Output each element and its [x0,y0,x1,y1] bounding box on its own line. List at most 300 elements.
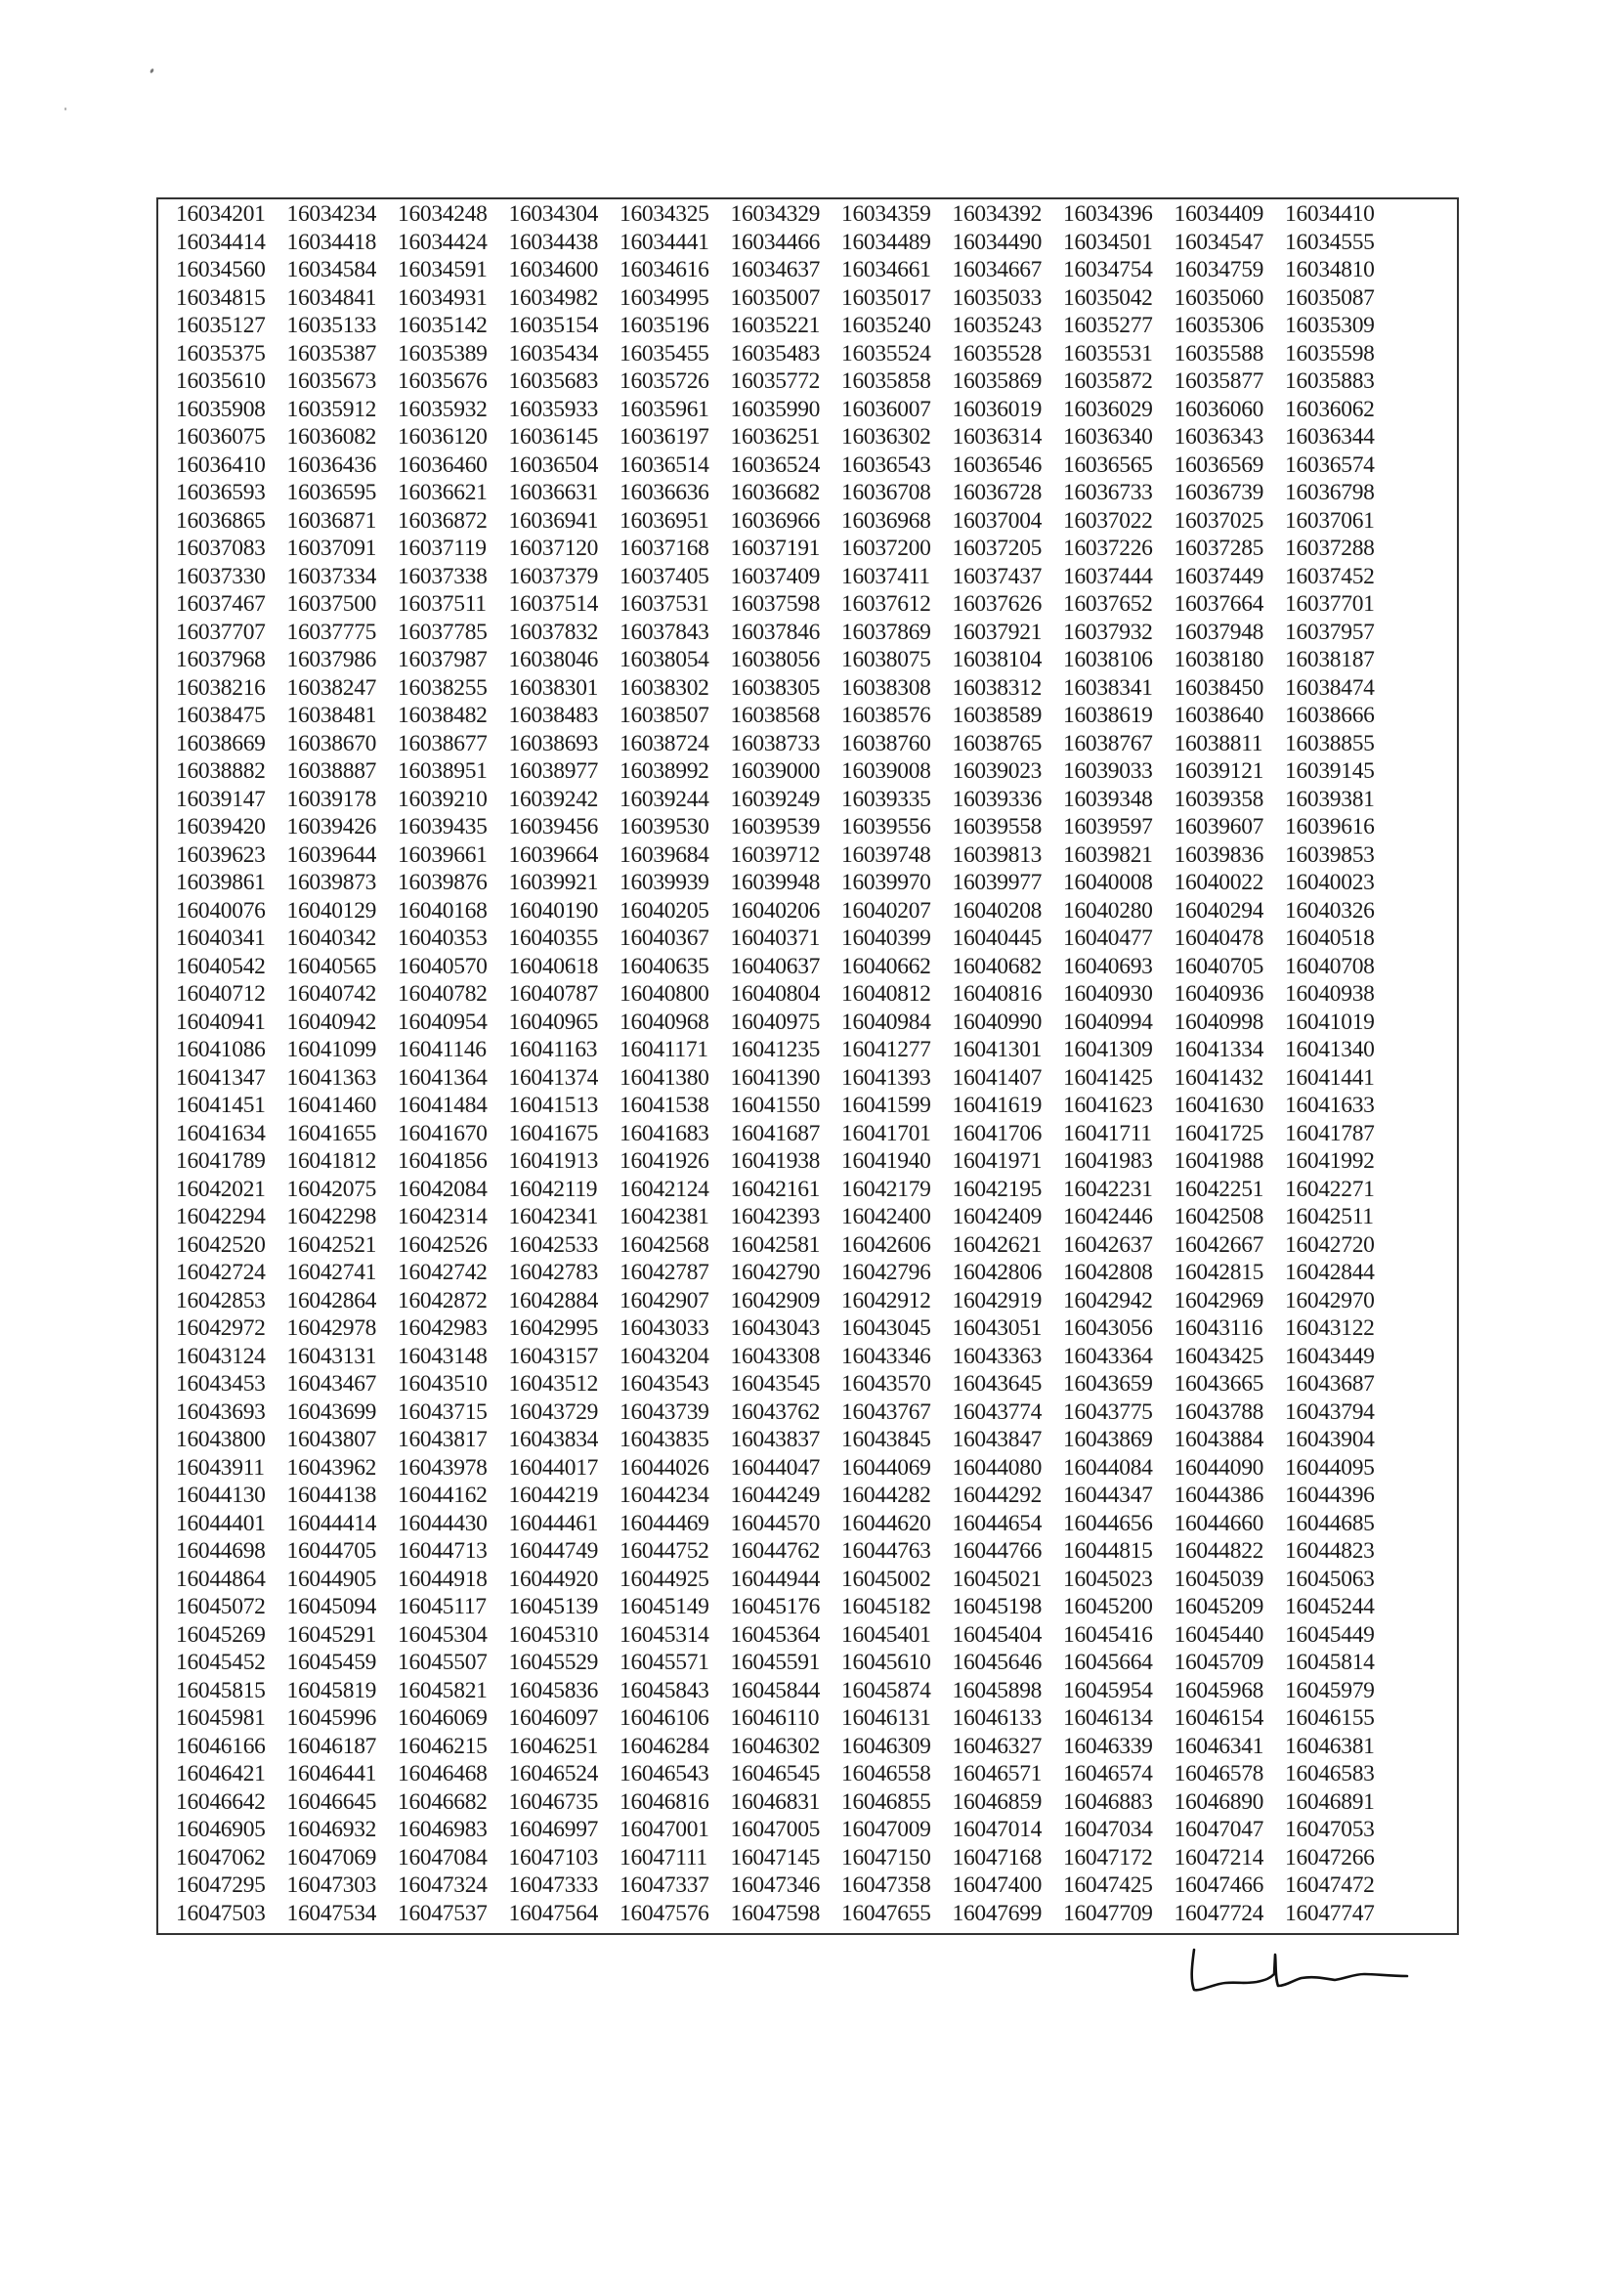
roll-row [176,619,1396,647]
roll-number-cell: 16042720 [1285,1231,1375,1258]
roll-row [176,1092,1396,1120]
roll-number-cell: 16044815 [1063,1538,1153,1564]
roll-number-cell: 16042872 [398,1287,488,1313]
roll-number-cell: 16040478 [1174,925,1264,951]
roll-number-cell: 16044713 [398,1538,488,1564]
roll-number-cell: 16035007 [730,284,821,311]
roll-row [176,452,1396,480]
roll-number-cell: 16038475 [176,703,266,728]
roll-number-cell: 16042521 [286,1231,377,1258]
roll-number-cell: 16046166 [176,1733,266,1759]
roll-number-cell: 16041451 [176,1093,266,1118]
roll-number-cell: 16044685 [1285,1510,1375,1536]
roll-row [176,1593,1396,1621]
roll-number-cell: 16036302 [841,424,931,450]
roll-number-cell: 16042978 [286,1315,377,1341]
roll-number-cell: 16046905 [176,1817,266,1842]
roll-number-cell: 16035673 [286,368,377,394]
roll-number-cell: 16037511 [398,591,487,617]
roll-number-cell: 16040968 [620,1009,709,1035]
roll-number-cell: 16035676 [398,368,488,394]
roll-number-cell: 16034600 [508,257,599,282]
roll-number-cell: 16039977 [952,870,1043,895]
roll-number-cell: 16046341 [1174,1733,1264,1759]
roll-row [176,1120,1396,1148]
roll-number-cell: 16042796 [841,1260,931,1285]
roll-number-cell: 16042667 [1174,1231,1264,1258]
roll-number-cell: 16040371 [730,925,821,951]
roll-number-cell: 16046997 [508,1817,599,1842]
roll-number-cell: 16046327 [952,1733,1043,1759]
roll-number-cell: 16045198 [952,1594,1043,1619]
roll-number-cell: 16047400 [952,1872,1043,1898]
roll-number-cell: 16038054 [620,647,709,672]
roll-number-cell: 16041086 [176,1037,266,1062]
roll-row [176,1510,1396,1538]
roll-row [176,1314,1396,1343]
roll-number-cell: 16043687 [1285,1371,1375,1397]
roll-number-cell: 16038450 [1174,674,1264,701]
roll-number-cell: 16037514 [508,591,599,617]
roll-number-cell: 16038187 [1285,647,1375,672]
roll-number-cell: 16038482 [398,703,488,728]
roll-number-cell: 16040477 [1063,925,1153,951]
roll-number-cell: 16040206 [730,897,821,924]
roll-number-cell: 16040954 [398,1009,488,1035]
roll-number-cell: 16045021 [952,1566,1043,1592]
roll-number-cell: 16036872 [398,507,488,534]
roll-number-cell: 16045314 [620,1621,709,1648]
roll-number-cell: 16042298 [286,1204,377,1229]
roll-number-cell: 16047358 [841,1872,931,1898]
roll-number-cell: 16038255 [398,674,488,701]
roll-number-cell: 16036251 [730,424,821,450]
roll-number-cell: 16045814 [1285,1650,1375,1675]
roll-number-cell: 16035883 [1285,368,1375,394]
roll-number-cell: 16037025 [1174,507,1264,534]
roll-number-cell: 16036197 [620,424,709,450]
roll-number-cell: 16037986 [286,647,377,672]
roll-number-cell: 16036871 [286,507,377,534]
roll-number-cell: 16044654 [952,1510,1043,1536]
roll-number-cell: 16042724 [176,1260,266,1285]
roll-number-cell: 16043512 [508,1371,599,1397]
scan-speck [150,68,154,74]
roll-number-cell: 16039121 [1174,758,1264,784]
roll-number-cell: 16047576 [620,1900,709,1926]
roll-number-cell: 16040023 [1285,870,1375,895]
roll-number-cell: 16035483 [730,340,821,366]
roll-number-cell: 16034667 [952,257,1043,282]
roll-number-cell: 16038992 [620,758,709,784]
roll-number-cell: 16036682 [730,480,821,505]
roll-number-cell: 16041687 [730,1120,821,1146]
roll-number-cell: 16042983 [398,1315,488,1341]
roll-number-cell: 16041619 [952,1093,1043,1118]
roll-number-cell: 16042972 [176,1315,266,1341]
roll-number-cell: 16041630 [1174,1093,1264,1118]
roll-number-cell: 16045182 [841,1594,931,1619]
roll-number-cell: 16041701 [841,1120,931,1146]
roll-number-cell: 16045149 [620,1594,709,1619]
roll-number-cell: 16042526 [398,1231,488,1258]
roll-number-cell: 16044414 [286,1510,377,1536]
roll-number-cell: 16045981 [176,1705,266,1731]
roll-number-cell: 16044130 [176,1483,266,1508]
roll-number-cell: 16041425 [1063,1064,1153,1091]
roll-number-cell: 16047503 [176,1900,266,1926]
roll-row [176,813,1396,841]
roll-number-cell: 16035375 [176,340,266,366]
roll-number-cell: 16042844 [1285,1260,1375,1285]
roll-number-cell: 16037948 [1174,619,1264,645]
roll-number-cell: 16041460 [286,1093,377,1118]
roll-number-cell: 16040445 [952,925,1043,951]
roll-row [176,1844,1396,1872]
roll-number-cell: 16043364 [1063,1343,1153,1369]
roll-number-cell: 16037205 [952,536,1043,561]
roll-number-cell: 16042393 [730,1204,821,1229]
roll-number-cell: 16047047 [1174,1817,1264,1842]
roll-number-cell: 16044469 [620,1510,709,1536]
roll-number-cell: 16037707 [176,619,266,645]
roll-number-cell: 16041432 [1174,1064,1264,1091]
roll-number-cell: 16046131 [841,1705,931,1731]
roll-number-cell: 16044766 [952,1538,1043,1564]
roll-number-cell: 16046574 [1063,1761,1153,1786]
roll-number-cell: 16038855 [1285,730,1375,756]
roll-number-cell: 16041484 [398,1093,488,1118]
roll-number-cell: 16039381 [1285,786,1375,812]
roll-number-cell: 16047466 [1174,1872,1264,1898]
roll-number-cell: 16046682 [398,1788,488,1815]
roll-number-cell: 16045291 [286,1621,377,1648]
roll-number-cell: 16039939 [620,870,709,895]
roll-number-cell: 16036951 [620,507,709,534]
roll-number-cell: 16037846 [730,619,821,645]
roll-number-cell: 16043204 [620,1343,709,1369]
roll-number-cell: 16043659 [1063,1371,1153,1397]
roll-number-cell: 16037444 [1063,563,1153,589]
roll-number-cell: 16047699 [952,1900,1043,1926]
roll-number-cell: 16036120 [398,424,488,450]
roll-number-cell: 16045200 [1063,1594,1153,1619]
roll-number-cell: 16036344 [1285,424,1375,450]
roll-number-cell: 16044090 [1174,1454,1264,1481]
roll-number-cell: 16040816 [952,981,1043,1007]
roll-number-cell: 16034414 [176,229,266,255]
roll-number-cell: 16046735 [508,1788,599,1815]
roll-number-cell: 16045591 [730,1650,821,1675]
roll-number-cell: 16046187 [286,1733,377,1759]
roll-number-cell: 16034234 [286,201,377,227]
roll-number-cell: 16036968 [841,507,931,534]
roll-number-cell: 16034396 [1063,201,1153,227]
roll-number-cell: 16041634 [176,1120,266,1146]
roll-number-cell: 16043645 [952,1371,1043,1397]
roll-number-cell: 16036565 [1063,452,1153,478]
roll-number-cell: 16036514 [620,452,709,478]
roll-number-cell: 16040930 [1063,981,1153,1007]
roll-row [176,1454,1396,1483]
roll-number-cell: 16040712 [176,981,266,1007]
roll-row [176,1733,1396,1761]
roll-number-cell: 16034560 [176,257,266,282]
roll-number-cell: 16043467 [286,1371,377,1397]
roll-number-cell: 16034759 [1174,257,1264,282]
roll-number-cell: 16042815 [1174,1260,1264,1285]
roll-number-cell: 16042942 [1063,1287,1153,1313]
roll-number-cell: 16046215 [398,1733,488,1759]
roll-number-cell: 16040942 [286,1009,377,1035]
roll-number-cell: 16045843 [620,1677,709,1703]
roll-number-cell: 16034490 [952,229,1043,255]
roll-number-cell: 16042853 [176,1287,266,1313]
roll-row [176,396,1396,424]
roll-number-cell: 16047034 [1063,1817,1153,1842]
roll-row [176,1231,1396,1260]
roll-number-cell: 16045968 [1174,1677,1264,1703]
roll-number-cell: 16034304 [508,201,599,227]
roll-number-cell: 16042741 [286,1260,377,1285]
roll-number-cell: 16035726 [620,368,709,394]
roll-number-cell: 16046645 [286,1788,377,1815]
roll-number-cell: 16039539 [730,814,821,839]
roll-number-cell: 16034637 [730,257,821,282]
roll-number-cell: 16042783 [508,1260,599,1285]
roll-number-cell: 16039873 [286,870,377,895]
roll-number-cell: 16038302 [620,674,709,701]
roll-number-cell: 16034815 [176,284,266,311]
roll-number-cell: 16044430 [398,1510,488,1536]
roll-number-cell: 16034982 [508,284,599,311]
roll-number-cell: 16039335 [841,786,931,812]
roll-number-cell: 16035932 [398,396,488,422]
roll-number-cell: 16044925 [620,1566,709,1592]
roll-number-cell: 16047655 [841,1900,931,1926]
roll-row [176,1036,1396,1064]
roll-row [176,953,1396,981]
roll-number-cell: 16039145 [1285,758,1375,784]
roll-number-cell: 16045401 [841,1621,931,1648]
roll-number-cell: 16046468 [398,1761,488,1786]
roll-number-cell: 16034661 [841,257,931,282]
roll-row [176,1176,1396,1204]
roll-number-cell: 16041380 [620,1064,709,1091]
roll-number-cell: 16045529 [508,1650,599,1675]
roll-number-cell: 16043834 [508,1427,599,1452]
roll-number-cell: 16047053 [1285,1817,1375,1842]
roll-number-cell: 16044282 [841,1483,931,1508]
roll-number-cell: 16042787 [620,1260,709,1285]
roll-number-cell: 16041988 [1174,1148,1264,1174]
roll-number-cell: 16041913 [508,1148,599,1174]
roll-number-cell: 16039876 [398,870,488,895]
roll-row [176,1203,1396,1231]
roll-number-cell: 16046543 [620,1761,709,1786]
roll-number-cell: 16036574 [1285,452,1375,478]
roll-number-cell: 16039023 [952,758,1043,784]
roll-number-cell: 16047001 [620,1817,709,1842]
roll-number-cell: 16043131 [286,1343,377,1369]
roll-number-cell: 16037500 [286,591,377,617]
roll-number-cell: 16041983 [1063,1148,1153,1174]
roll-row [176,367,1396,396]
roll-number-cell: 16043056 [1063,1315,1153,1341]
roll-number-cell: 16037968 [176,647,266,672]
roll-number-cell: 16040542 [176,953,266,979]
roll-number-cell: 16043729 [508,1398,599,1425]
roll-number-cell: 16043715 [398,1398,488,1425]
roll-number-cell: 16047103 [508,1844,599,1871]
roll-number-cell: 16037405 [620,563,709,589]
roll-number-cell: 16046545 [730,1761,821,1786]
roll-number-cell: 16042400 [841,1204,931,1229]
roll-number-cell: 16039244 [620,786,709,812]
roll-number-cell: 16037120 [508,536,599,561]
roll-row [176,1259,1396,1287]
roll-number-cell: 16043122 [1285,1315,1375,1341]
roll-number-cell: 16047214 [1174,1844,1264,1871]
roll-number-cell: 16041940 [841,1148,931,1174]
roll-number-cell: 16039684 [620,841,709,868]
roll-number-cell: 16040804 [730,981,821,1007]
roll-number-cell: 16036145 [508,424,599,450]
roll-number-cell: 16038341 [1063,674,1153,701]
roll-number-cell: 16040637 [730,953,821,979]
roll-number-cell: 16041633 [1285,1093,1375,1118]
roll-number-cell: 16041019 [1285,1009,1375,1035]
roll-number-cell: 16043962 [286,1454,377,1481]
roll-number-cell: 16037921 [952,619,1043,645]
roll-number-cell: 16038247 [286,674,377,701]
roll-number-cell: 16042995 [508,1315,599,1341]
roll-number-cell: 16046578 [1174,1761,1264,1786]
roll-row [176,1343,1396,1371]
roll-number-cell: 16040367 [620,925,709,951]
roll-number-cell: 16047472 [1285,1872,1375,1898]
roll-number-cell: 16044219 [508,1483,599,1508]
roll-number-cell: 16038568 [730,703,821,728]
roll-number-cell: 16043570 [841,1371,931,1397]
roll-row [176,1147,1396,1176]
roll-number-cell: 16042919 [952,1287,1043,1313]
roll-number-cell: 16038474 [1285,674,1375,701]
roll-number-cell: 16041374 [508,1064,599,1091]
roll-row [176,590,1396,619]
roll-row [176,925,1396,953]
roll-number-cell: 16040938 [1285,981,1375,1007]
roll-row [176,730,1396,758]
roll-number-cell: 16042806 [952,1260,1043,1285]
roll-number-cell: 16041706 [952,1120,1043,1146]
roll-number-cell: 16042969 [1174,1287,1264,1313]
roll-number-cell: 16039853 [1285,841,1375,868]
roll-number-cell: 16041599 [841,1093,931,1118]
roll-row [176,841,1396,870]
roll-number-cell: 16040355 [508,925,599,951]
roll-number-cell: 16040662 [841,953,931,979]
roll-number-cell: 16034438 [508,229,599,255]
roll-number-cell: 16040190 [508,897,599,924]
roll-number-cell: 16044080 [952,1454,1043,1481]
roll-number-cell: 16043033 [620,1315,709,1341]
roll-number-cell: 16037004 [952,507,1043,534]
roll-number-cell: 16042907 [620,1287,709,1313]
roll-number-cell: 16036314 [952,424,1043,450]
roll-number-cell: 16041711 [1063,1120,1152,1146]
roll-number-cell: 16035588 [1174,340,1264,366]
roll-number-cell: 16040565 [286,953,377,979]
roll-number-cell: 16045094 [286,1594,377,1619]
roll-number-cell: 16039861 [176,870,266,895]
roll-number-cell: 16034424 [398,229,488,255]
roll-number-cell: 16038693 [508,730,599,756]
roll-number-cell: 16040800 [620,981,709,1007]
roll-number-cell: 16039456 [508,814,599,839]
roll-number-cell: 16039748 [841,841,931,868]
roll-number-cell: 16042341 [508,1204,599,1229]
roll-number-cell: 16039249 [730,786,821,812]
roll-number-cell: 16038056 [730,647,821,672]
roll-number-cell: 16038483 [508,703,599,728]
roll-number-cell: 16042231 [1063,1176,1153,1202]
roll-number-cell: 16043775 [1063,1398,1153,1425]
roll-row [176,200,1396,229]
roll-number-cell: 16040812 [841,981,931,1007]
roll-number-cell: 16035858 [841,368,931,394]
roll-number-cell: 16035142 [398,313,488,338]
roll-number-cell: 16040984 [841,1009,931,1035]
roll-number-cell: 16035240 [841,313,931,338]
roll-number-cell: 16046155 [1285,1705,1375,1731]
roll-number-cell: 16038075 [841,647,931,672]
roll-number-cell: 16036007 [841,396,931,422]
roll-number-cell: 16045459 [286,1650,377,1675]
roll-number-cell: 16041787 [1285,1120,1375,1146]
roll-number-cell: 16035869 [952,368,1043,394]
roll-number-cell: 16038046 [508,647,599,672]
roll-number-cell: 16036029 [1063,396,1153,422]
roll-number-cell: 16038640 [1174,703,1264,728]
roll-number-cell: 16034248 [398,201,488,227]
roll-number-cell: 16039420 [176,814,266,839]
roll-number-cell: 16044620 [841,1510,931,1536]
roll-number-cell: 16040518 [1285,925,1375,951]
roll-number-cell: 16047564 [508,1900,599,1926]
roll-number-cell: 16047172 [1063,1844,1153,1871]
roll-number-cell: 16035434 [508,340,599,366]
roll-number-cell: 16036543 [841,452,931,478]
roll-number-cell: 16040998 [1174,1009,1264,1035]
roll-number-cell: 16040965 [508,1009,599,1035]
roll-number-cell: 16037932 [1063,619,1153,645]
roll-number-cell: 16043884 [1174,1427,1264,1452]
roll-row [176,1287,1396,1315]
roll-row [176,256,1396,284]
roll-number-cell: 16044944 [730,1566,821,1592]
roll-number-cell: 16038760 [841,730,931,756]
roll-number-cell: 16045440 [1174,1621,1264,1648]
roll-number-cell: 16034810 [1285,257,1375,282]
roll-number-cell: 16045449 [1285,1621,1375,1648]
roll-number-cell: 16038677 [398,730,488,756]
roll-number-cell: 16040341 [176,925,266,951]
roll-number-cell: 16041171 [620,1037,708,1062]
roll-number-cell: 16035389 [398,340,488,366]
roll-row [176,1398,1396,1427]
roll-number-cell: 16034616 [620,257,709,282]
